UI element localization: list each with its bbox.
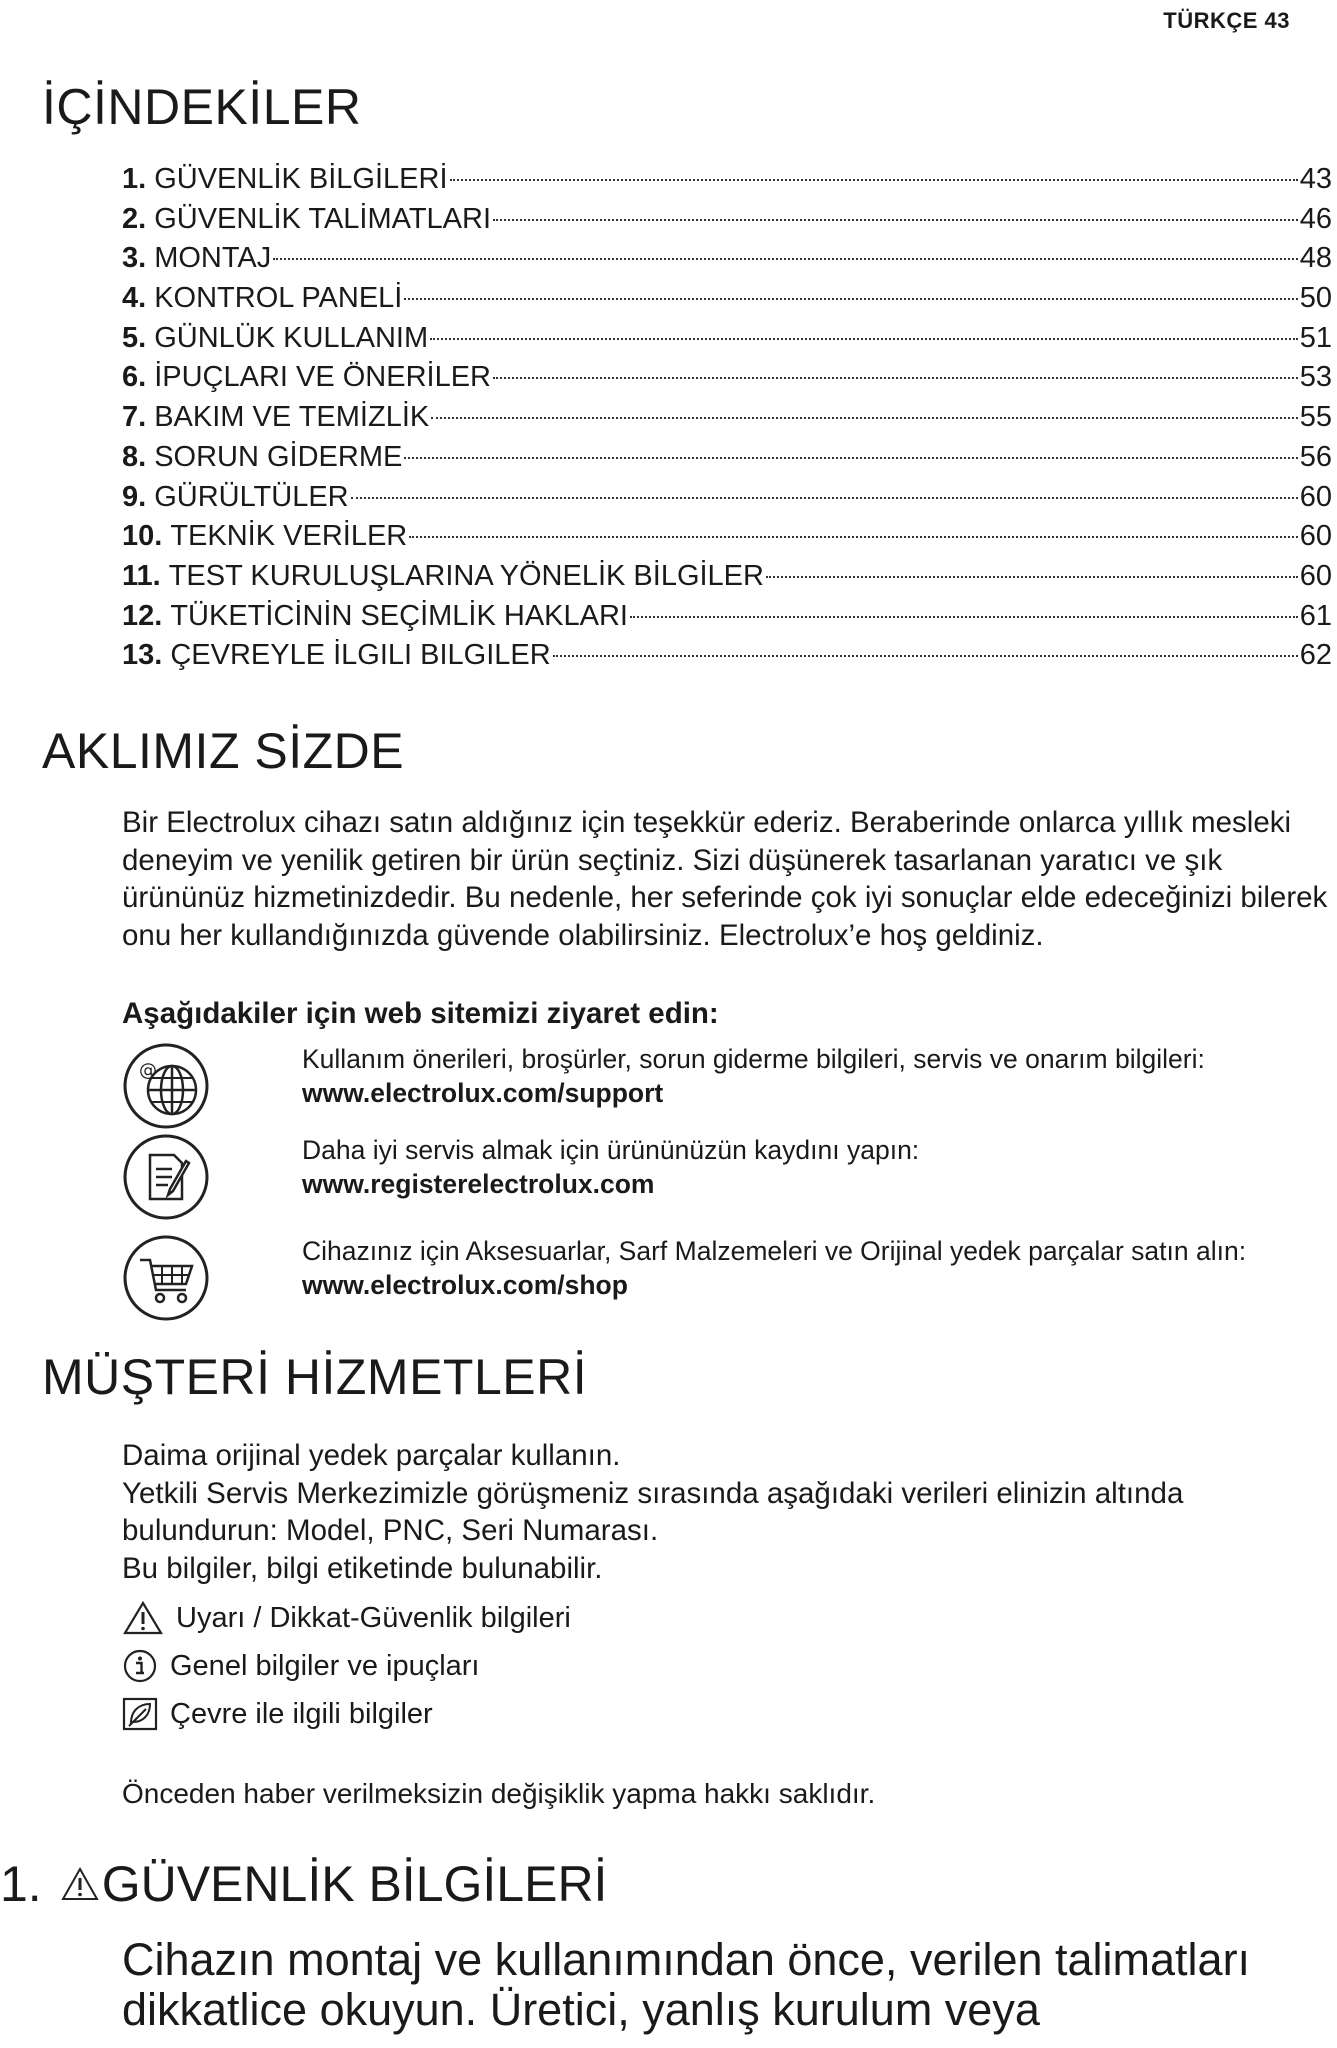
toc-dot-leader <box>404 457 1297 459</box>
symbol-legend <box>122 1594 571 1738</box>
toc-item[interactable] <box>122 160 1332 200</box>
toc-item-page: 56 <box>1299 440 1332 473</box>
svg-text:@: @ <box>139 1060 157 1081</box>
toc-item-page: 46 <box>1299 202 1332 235</box>
legend-item-environment <box>122 1690 571 1738</box>
globe-icon <box>122 1042 210 1130</box>
legend-label: Uyarı / Dikkat-Güvenlik bilgileri <box>176 1602 571 1634</box>
toc-item[interactable] <box>122 517 1332 557</box>
toc-item[interactable] <box>122 597 1332 637</box>
toc-item-number: 5. <box>122 321 147 354</box>
shop-text: Cihazınız için Aksesuarlar, Sarf Malzemeleri ve Orijinal yedek parçalar satın alın: <box>302 1236 1247 1266</box>
register-icon <box>122 1133 210 1221</box>
shop-row <box>122 1234 1332 1334</box>
musteri-line-1: Daima orijinal yedek parçalar kullanın. <box>122 1439 621 1472</box>
toc-item-label: TÜKETİCİNİN SEÇİMLİK HAKLARI <box>170 599 628 632</box>
register-text: Daha iyi servis almak için ürününüzün kaydını yapın: <box>302 1135 920 1165</box>
toc-item-label: TEKNİK VERİLER <box>170 520 408 553</box>
toc-item-page: 61 <box>1299 599 1332 632</box>
safety-section-heading: GÜVENLİK BİLGİLERİ <box>101 1856 608 1912</box>
aklimiz-title: AKLIMIZ SİZDE <box>42 723 405 779</box>
toc-item-label: GÜRÜLTÜLER <box>154 480 349 513</box>
toc-dot-leader <box>431 417 1298 419</box>
toc-item-number: 8. <box>122 440 147 473</box>
warning-icon <box>60 1866 100 1902</box>
toc-item-page: 53 <box>1299 361 1332 394</box>
toc-item-label: TEST KURULUŞLARINA YÖNELİK BİLGİLER <box>168 559 764 592</box>
toc-item[interactable] <box>122 438 1332 478</box>
toc-dot-leader <box>766 576 1298 578</box>
toc-item-number: 11. <box>122 559 161 592</box>
toc-item[interactable] <box>122 319 1332 359</box>
legend-item-warning <box>122 1594 571 1642</box>
intro-paragraph: Bir Electrolux cihazı satın aldığınız için teşekkür ederiz. Beraberinde onlarca yıllık mesleki deneyim ve yenilik getiren bir ürün seçtiniz. Sizi düşünerek tasarlanan yaratıcı ve şık ürününüz hizmetinizdedir. Bu nedenle, her seferinde çok iyi sonuçlar elde edeceğinizi bilerek onu her kullandığınızda güvende olabilirsiniz. Electrolux’e hoş geldiniz. <box>122 806 1328 952</box>
visit-heading: Aşağıdakiler için web sitemizi ziyaret edin: <box>122 997 719 1030</box>
register-link[interactable]: www.registerelectrolux.com <box>302 1169 655 1199</box>
support-link[interactable]: www.electrolux.com/support <box>302 1078 664 1108</box>
toc-item-number: 10. <box>122 520 163 553</box>
info-icon <box>122 1648 158 1684</box>
register-row <box>122 1133 1332 1233</box>
toc-title: İÇİNDEKİLER <box>42 79 362 135</box>
toc-dot-leader <box>430 338 1298 340</box>
toc-dot-leader <box>273 258 1297 260</box>
safety-intro-text: Cihazın montaj ve kullanımından önce, verilen talimatları dikkatlice okuyun. Üretici, yanlış kurulum veya <box>122 1934 1251 2035</box>
toc-item-number: 3. <box>122 242 147 275</box>
table-of-contents <box>122 160 1332 676</box>
toc-item-number: 13. <box>122 639 163 672</box>
safety-section-number: 1. <box>0 1856 42 1912</box>
toc-item[interactable] <box>122 398 1332 438</box>
page-header-label: TÜRKÇE 43 <box>1163 8 1290 33</box>
toc-item-label: ÇEVREYLE İLGILI BILGILER <box>170 639 551 672</box>
shop-link[interactable]: www.electrolux.com/shop <box>302 1270 628 1300</box>
toc-dot-leader <box>404 298 1297 300</box>
toc-dot-leader <box>493 219 1298 221</box>
toc-item[interactable] <box>122 239 1332 279</box>
toc-dot-leader <box>553 655 1298 657</box>
leaf-icon <box>122 1696 158 1732</box>
toc-item-number: 12. <box>122 599 163 632</box>
toc-item-label: KONTROL PANELİ <box>154 282 403 315</box>
legend-label: Çevre ile ilgili bilgiler <box>170 1698 433 1730</box>
support-text: Kullanım önerileri, broşürler, sorun giderme bilgileri, servis ve onarım bilgileri: <box>302 1044 1205 1074</box>
support-row <box>122 1042 1332 1142</box>
toc-dot-leader <box>409 536 1298 538</box>
toc-dot-leader <box>630 616 1298 618</box>
toc-item-label: MONTAJ <box>154 242 272 275</box>
toc-item-page: 48 <box>1299 242 1332 275</box>
toc-item-label: BAKIM VE TEMİZLİK <box>154 401 430 434</box>
musteri-line-3: Bu bilgiler, bilgi etiketinde bulunabilir. <box>122 1551 603 1585</box>
musteri-line-2: Yetkili Servis Merkezimizle görüşmeniz sırasında aşağıdaki verileri elinizin altında bulundurun: Model, PNC, Seri Numarası. <box>122 1476 1184 1547</box>
toc-item[interactable] <box>122 358 1332 398</box>
toc-item[interactable] <box>122 557 1332 597</box>
toc-item-number: 6. <box>122 361 147 394</box>
toc-item-label: GÜVENLİK TALİMATLARI <box>154 202 492 235</box>
toc-item-label: GÜNLÜK KULLANIM <box>154 321 429 354</box>
toc-dot-leader <box>450 179 1298 181</box>
toc-item-number: 9. <box>122 480 147 513</box>
toc-item-number: 7. <box>122 401 147 434</box>
musteri-body <box>122 1437 1332 1587</box>
toc-item-page: 50 <box>1299 282 1332 315</box>
toc-item-page: 60 <box>1299 480 1332 513</box>
toc-dot-leader <box>493 377 1298 379</box>
toc-item[interactable] <box>122 478 1332 518</box>
change-notice: Önceden haber verilmeksizin değişiklik yapma hakkı saklıdır. <box>122 1778 876 1809</box>
warning-icon <box>122 1600 164 1636</box>
toc-item-label: İPUÇLARI VE ÖNERİLER <box>154 361 492 394</box>
toc-item-label: SORUN GİDERME <box>154 440 403 473</box>
toc-item-page: 43 <box>1299 163 1332 195</box>
toc-item-number: 1. <box>122 163 147 195</box>
toc-dot-leader <box>351 497 1298 499</box>
safety-section-title <box>0 1855 607 1913</box>
legend-label: Genel bilgiler ve ipuçları <box>170 1650 480 1682</box>
toc-item[interactable] <box>122 279 1332 319</box>
cart-icon <box>122 1234 210 1322</box>
toc-item-number: 4. <box>122 282 147 315</box>
toc-item-page: 60 <box>1299 520 1332 553</box>
toc-item-page: 60 <box>1299 559 1332 592</box>
legend-item-info <box>122 1642 571 1690</box>
toc-item-number: 2. <box>122 202 147 235</box>
musteri-title: MÜŞTERİ HİZMETLERİ <box>42 1349 588 1405</box>
toc-item[interactable] <box>122 636 1332 676</box>
toc-item-page: 55 <box>1299 401 1332 434</box>
toc-item[interactable] <box>122 200 1332 240</box>
toc-item-page: 62 <box>1299 639 1332 672</box>
toc-item-label: GÜVENLİK BİLGİLERİ <box>154 163 448 195</box>
toc-item-page: 51 <box>1299 321 1332 354</box>
